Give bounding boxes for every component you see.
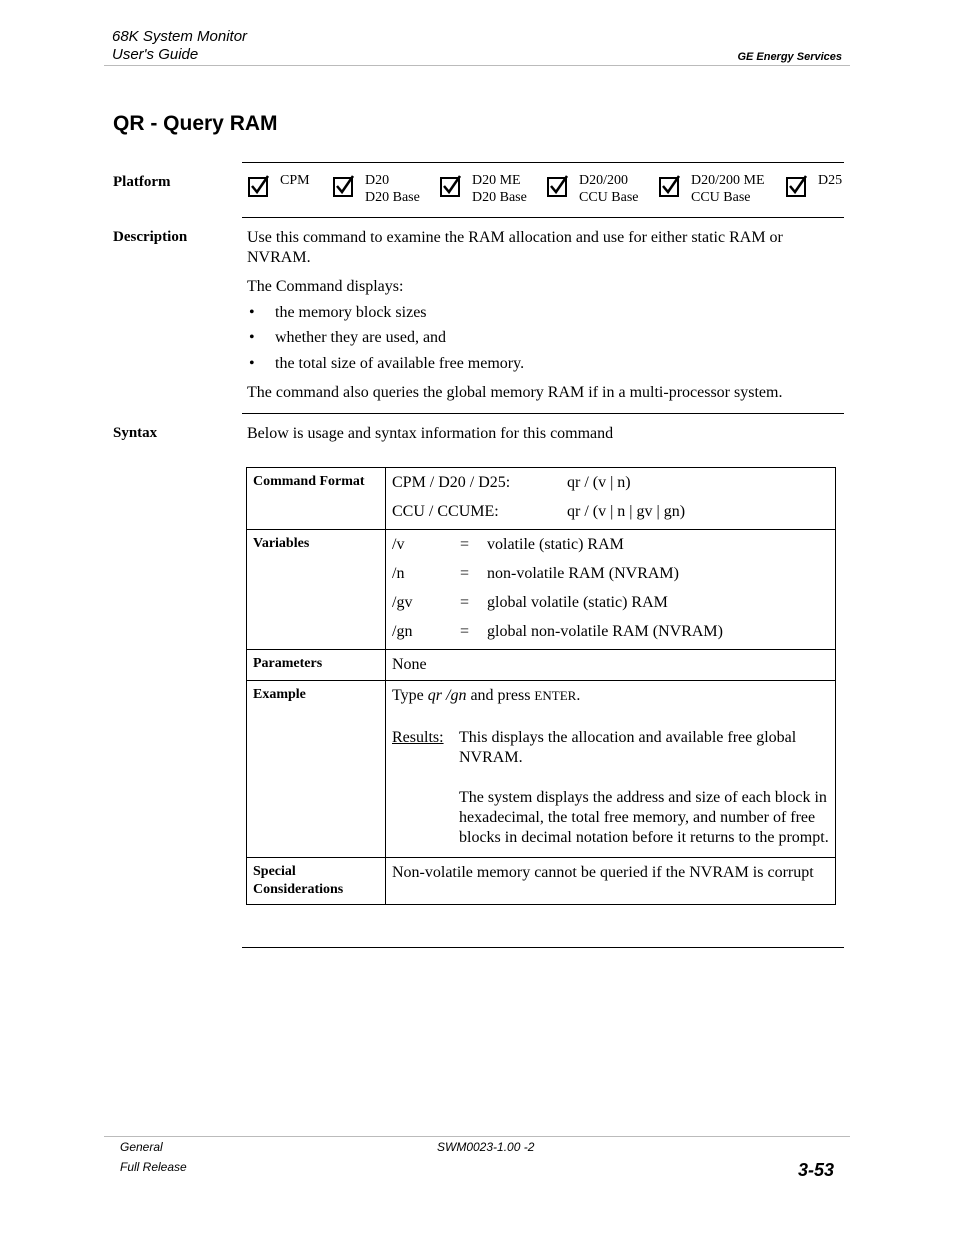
variable-equals: =	[460, 623, 470, 640]
command-format-label: Command Format	[247, 468, 386, 530]
header-title-line1: 68K System Monitor	[112, 28, 248, 45]
platform-item-d20-200	[547, 172, 639, 206]
table-row	[247, 530, 836, 650]
checkbox-checked-icon	[333, 175, 355, 197]
command-format-cell	[386, 468, 836, 530]
platform-line1: D20/200 ME	[691, 173, 765, 188]
variable-name: /n	[392, 565, 405, 582]
footer-classification: General	[120, 1140, 163, 1154]
platform-line1: D20/200	[579, 173, 628, 188]
platform-item-d25	[786, 172, 842, 197]
platform-bottom-rule	[242, 217, 844, 218]
variable-desc: non-volatile RAM (NVRAM)	[487, 565, 679, 582]
variable-equals: =	[460, 536, 470, 553]
example-command: qr /gn	[427, 687, 467, 704]
variable-name: /gv	[392, 594, 413, 611]
header-rule	[104, 65, 850, 66]
enter-key-label: ENTER	[534, 688, 577, 703]
table-row	[247, 858, 836, 905]
platform-item-d20	[333, 172, 420, 206]
platform-line2: CCU Base	[691, 190, 751, 205]
format-platform: CCU / CCUME:	[392, 503, 499, 520]
parameters-label: Parameters	[247, 650, 386, 681]
variable-equals: =	[460, 565, 470, 582]
platform-line2: D20 Base	[472, 190, 527, 205]
syntax-bottom-rule	[242, 947, 844, 948]
special-considerations-label	[247, 858, 386, 905]
special-label-line1: Special	[253, 864, 296, 879]
description-para3: The command also queries the global memory RAM if in a multi-processor system.	[247, 384, 783, 401]
checkbox-checked-icon	[786, 175, 808, 197]
platform-item-cpm	[248, 172, 310, 197]
results-para1: This displays the allocation and available free global NVRAM.	[459, 729, 797, 766]
description-para1: Use this command to examine the RAM allocation and use for either static RAM or NVRAM.	[247, 229, 783, 266]
variable-desc: volatile (static) RAM	[487, 536, 624, 553]
bullet-icon: •	[249, 304, 255, 321]
variables-cell	[386, 530, 836, 650]
description-bottom-rule	[242, 413, 844, 414]
checkbox-checked-icon	[248, 175, 270, 197]
table-row	[247, 650, 836, 681]
platform-item-d20-me	[440, 172, 527, 206]
running-header-title	[112, 28, 247, 64]
platform-line1: CPM	[280, 173, 310, 188]
platform-label: Platform	[113, 174, 171, 190]
syntax-table	[246, 467, 836, 905]
format-syntax: qr / (v | n | gv | gn)	[567, 503, 686, 520]
results-para2: The system displays the address and size of each block in hexadecimal, the total free memory, and number of free blocks in decimal notation before it returns to the prompt.	[459, 789, 829, 846]
variables-label: Variables	[247, 530, 386, 650]
example-period: .	[576, 687, 581, 704]
special-considerations-value: Non-volatile memory cannot be queried if the NVRAM is corrupt	[386, 858, 836, 905]
example-type-word: Type	[392, 687, 428, 704]
format-platform: CPM / D20 / D25:	[392, 474, 511, 491]
special-label-line2: Considerations	[253, 882, 344, 897]
checkbox-checked-icon	[659, 175, 681, 197]
format-syntax: qr / (v | n)	[567, 474, 631, 491]
footer-release: Full Release	[120, 1160, 187, 1174]
syntax-label: Syntax	[113, 425, 158, 441]
platform-line1: D25	[818, 173, 843, 188]
page-number: 3-53	[797, 1160, 834, 1180]
results-label: Results:	[392, 729, 444, 746]
platform-line1: D20	[365, 173, 390, 188]
variable-name: /v	[392, 536, 405, 553]
example-label: Example	[247, 681, 386, 858]
bullet-icon: •	[249, 355, 255, 372]
syntax-intro: Below is usage and syntax information for this command	[247, 425, 614, 442]
variable-name: /gn	[392, 623, 413, 640]
variable-equals: =	[460, 594, 470, 611]
header-title-line2: User's Guide	[112, 46, 199, 63]
header-company: GE Energy Services	[737, 51, 842, 63]
footer-rule	[104, 1136, 850, 1137]
variable-desc: global volatile (static) RAM	[487, 594, 668, 611]
platform-top-rule	[242, 162, 844, 163]
example-and-press: and press	[466, 687, 535, 704]
page-title: QR - Query RAM	[113, 112, 278, 135]
checkbox-checked-icon	[440, 175, 462, 197]
parameters-value: None	[386, 650, 836, 681]
footer-doc-number: SWM0023-1.00 -2	[437, 1140, 535, 1154]
platform-line1: D20 ME	[472, 173, 521, 188]
variable-desc: global non-volatile RAM (NVRAM)	[487, 623, 723, 640]
platform-line2: D20 Base	[365, 190, 420, 205]
platform-item-d20-200-me	[659, 172, 765, 206]
table-row	[247, 468, 836, 530]
description-label: Description	[113, 229, 188, 245]
table-row	[247, 681, 836, 858]
description-para2: The Command displays:	[247, 278, 404, 295]
example-cell	[386, 681, 836, 858]
checkbox-checked-icon	[547, 175, 569, 197]
platform-line2: CCU Base	[579, 190, 639, 205]
bullet-icon: •	[249, 329, 255, 346]
